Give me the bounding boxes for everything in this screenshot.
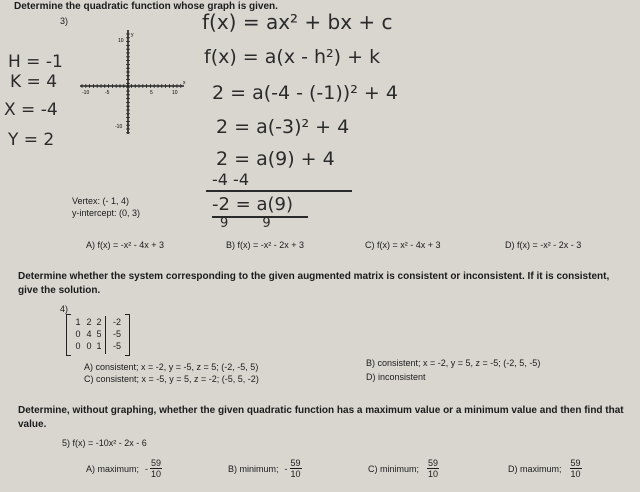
q4-choice-b[interactable]: B) consistent; x = -2, y = 5, z = -5; (-2, 5, -5)	[366, 358, 541, 368]
q5-choice-d[interactable]	[508, 458, 582, 479]
x-axis-label: x	[183, 80, 186, 86]
q3-choice-d[interactable]: D) f(x) = -x² - 2x - 3	[505, 240, 582, 250]
q4-instruction: Determine whether the system corresponding to the given augmented matrix is consistent or inconsistent. If it is consistent, give the solution.	[18, 271, 610, 296]
matrix-cell: 2	[86, 317, 92, 327]
choice-sign: -	[284, 463, 288, 474]
augmented-matrix	[66, 314, 130, 356]
q5-choice-c[interactable]	[368, 458, 439, 479]
choice-label: A) maximum;	[86, 463, 140, 474]
q4-choice-a[interactable]: A) consistent; x = -2, y = -5, z = 5; (-2, -5, 5)	[84, 362, 259, 372]
y-intercept-label: y-intercept: (0, 3)	[72, 208, 141, 218]
handwritten-step: 2 = a(9) + 4	[216, 148, 335, 170]
handwritten-underline	[206, 190, 352, 192]
fraction-denominator: 10	[428, 469, 439, 479]
q3-number: 3)	[60, 16, 69, 26]
q5-choice-b[interactable]	[228, 458, 302, 479]
q3-choice-b[interactable]: B) f(x) = -x² - 2x + 3	[226, 240, 305, 250]
q3-choice-a[interactable]: A) f(x) = -x² - 4x + 3	[86, 240, 165, 250]
matrix-cell: -5	[112, 341, 121, 351]
choice-label: D) maximum;	[508, 463, 562, 474]
handwritten-y: Y = 2	[8, 130, 55, 150]
matrix-row	[67, 329, 129, 341]
matrix-cell: -5	[112, 329, 121, 339]
fraction-numerator: 59	[428, 458, 439, 468]
handwritten-step: f(x) = ax² + bx + c	[202, 10, 393, 34]
matrix-cell: 0	[86, 341, 92, 351]
matrix-cell: -2	[112, 317, 121, 327]
handwritten-h: H = -1	[8, 52, 63, 72]
handwritten-step: 2 = a(-4 - (-1))² + 4	[212, 82, 398, 104]
q5-choice-a[interactable]	[86, 458, 162, 479]
q3-instruction: Determine the quadratic function whose graph is given.	[14, 1, 278, 12]
matrix-cell: 5	[96, 329, 102, 339]
handwritten-step: f(x) = a(x - h²) + k	[204, 46, 381, 68]
choice-label: B) minimum;	[228, 463, 279, 474]
matrix-cell: 1	[96, 341, 102, 351]
q4-choice-c[interactable]: C) consistent; x = -5, y = 5, z = -2; (-5, 5, -2)	[84, 374, 259, 384]
fraction-denominator: 10	[290, 469, 301, 479]
x-tick-label: 5	[150, 90, 153, 96]
fraction-denominator: 10	[570, 469, 581, 479]
q3-graph	[80, 26, 190, 136]
x-tick-label: -10	[82, 90, 90, 96]
matrix-cell: 4	[86, 329, 92, 339]
y-tick-label: -10	[115, 124, 123, 130]
choice-fraction	[427, 458, 439, 479]
x-tick-label: -5	[105, 90, 110, 96]
fraction-numerator: 59	[151, 458, 162, 468]
q4-number: 4)	[60, 304, 69, 314]
fraction-numerator: 59	[290, 458, 301, 468]
choice-fraction	[290, 458, 302, 479]
handwritten-step: -4 -4	[212, 170, 249, 189]
handwritten-k: K = 4	[10, 72, 58, 92]
y-tick-label: 10	[118, 38, 124, 44]
matrix-row	[67, 317, 129, 329]
y-axis-label: y	[131, 32, 134, 38]
choice-label: C) minimum;	[368, 463, 419, 474]
x-tick-label: 10	[172, 90, 178, 96]
choice-fraction	[150, 458, 162, 479]
fraction-numerator: 59	[570, 458, 581, 468]
matrix-cell: 2	[96, 317, 102, 327]
matrix-cell: 1	[75, 317, 81, 327]
handwritten-x: X = -4	[4, 100, 58, 120]
vertex-label: Vertex: (- 1, 4)	[72, 196, 130, 206]
choice-fraction	[570, 458, 582, 479]
matrix-cell: 0	[75, 329, 81, 339]
choice-sign: -	[145, 463, 149, 474]
handwritten-step: 2 = a(-3)² + 4	[216, 116, 350, 138]
handwritten-step: 9 9	[220, 216, 271, 231]
q5-function: 5) f(x) = -10x² - 2x - 6	[62, 438, 147, 448]
matrix-row	[67, 341, 129, 353]
q3-choice-c[interactable]: C) f(x) = x² - 4x + 3	[365, 240, 441, 250]
matrix-cell: 0	[75, 341, 81, 351]
q4-choice-d[interactable]: D) inconsistent	[366, 372, 426, 382]
fraction-denominator: 10	[151, 469, 162, 479]
handwritten-step: -2 = a(9)	[212, 194, 293, 215]
q5-instruction: Determine, without graphing, whether the given quadratic function has a maximum value or a minimum value and then find that value.	[18, 405, 624, 430]
